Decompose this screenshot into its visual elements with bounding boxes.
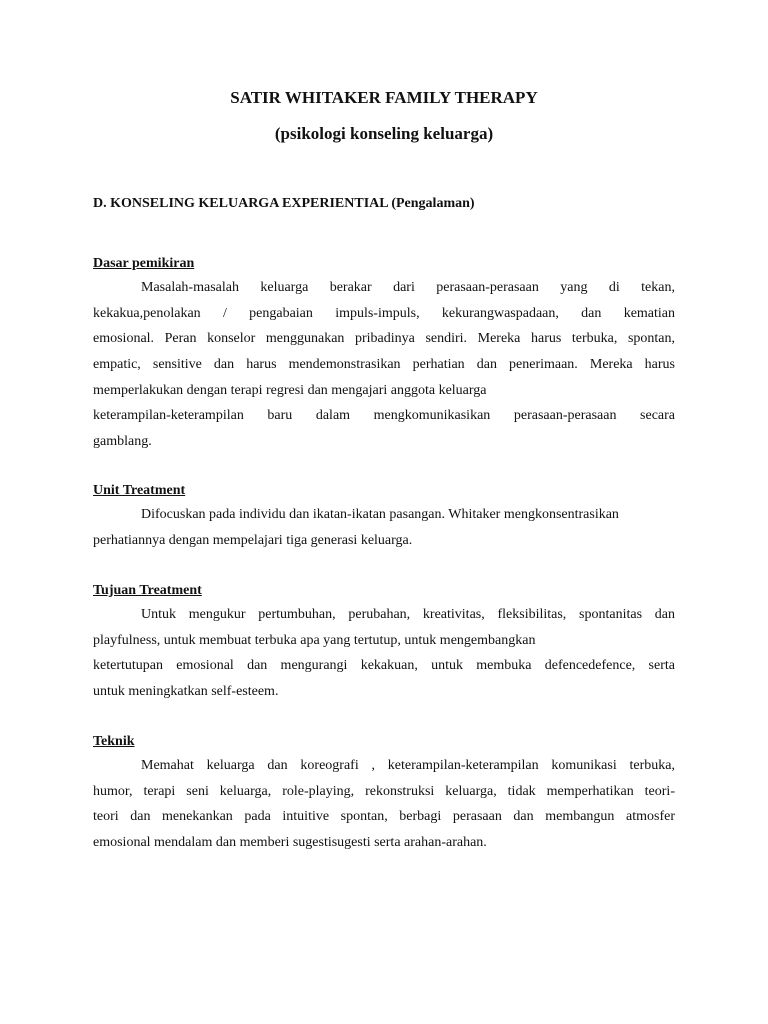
paragraph-line: ketertutupan emosional dan mengurangi kekakuan, untuk membuka defencedefence, serta [93, 658, 675, 674]
paragraph [93, 753, 675, 856]
paragraph-line: teori dan menekankan pada intuitive spontan, berbagi perasaan dan membangun atmosfer [93, 809, 675, 825]
section-unit-treatment [93, 482, 675, 553]
section-tujuan-treatment [93, 582, 675, 705]
paragraph-line: memperlakukan dengan terapi regresi dan mengajari anggota keluarga [93, 382, 487, 398]
paragraph [93, 275, 675, 455]
paragraph-line: Masalah-masalah keluarga berakar dari perasaan-perasaan yang di tekan, [141, 280, 675, 295]
paragraph-line: Memahat keluarga dan koreografi , keterampilan-keterampilan komunikasi terbuka, [141, 758, 675, 773]
section-heading: D. KONSELING KELUARGA EXPERIENTIAL (Pengalaman) [93, 196, 475, 211]
subsection-heading: Unit Treatment [93, 483, 186, 498]
paragraph [93, 602, 675, 705]
paragraph-line: gamblang. [93, 434, 152, 450]
paragraph-line: emosional. Peran konselor menggunakan pribadinya sendiri. Mereka harus terbuka, spontan, [93, 331, 675, 347]
paragraph-line: keterampilan-keterampilan baru dalam mengkomunikasikan perasaan-perasaan secara [93, 408, 675, 424]
section-dasar-pemikiran [93, 255, 675, 455]
subsection-heading: Tujuan Treatment [93, 583, 202, 598]
paragraph [93, 502, 675, 553]
document-title: SATIR WHITAKER FAMILY THERAPY [230, 88, 538, 107]
section-teknik [93, 733, 675, 856]
paragraph-line: Untuk mengukur pertumbuhan, perubahan, kreativitas, fleksibilitas, spontanitas dan [141, 607, 675, 622]
paragraph-line: untuk meningkatkan self-esteem. [93, 684, 279, 700]
paragraph-line: humor, terapi seni keluarga, role-playing, rekonstruksi keluarga, tidak memperhatikan teori- [93, 783, 675, 799]
paragraph-line: empatic, sensitive dan harus mendemonstrasikan perhatian dan penerimaan. Mereka harus [93, 357, 675, 373]
paragraph-line: Difocuskan pada individu dan ikatan-ikatan pasangan. Whitaker mengkonsentrasikan [141, 507, 619, 522]
subsection-heading: Dasar pemikiran [93, 256, 195, 271]
paragraph-line: playfulness, untuk membuat terbuka apa yang tertutup, untuk mengembangkan [93, 632, 536, 648]
document-subtitle: (psikologi konseling keluarga) [274, 124, 494, 143]
paragraph-line: kekakua,penolakan / pengabaian impuls-impuls, kekurangwaspadaan, dan kematian [93, 305, 675, 321]
paragraph-line: perhatiannya dengan mempelajari tiga generasi keluarga. [93, 532, 413, 548]
subsection-heading: Teknik [93, 734, 135, 749]
paragraph-line: emosional mendalam dan memberi sugestisugesti serta arahan-arahan. [93, 835, 487, 851]
